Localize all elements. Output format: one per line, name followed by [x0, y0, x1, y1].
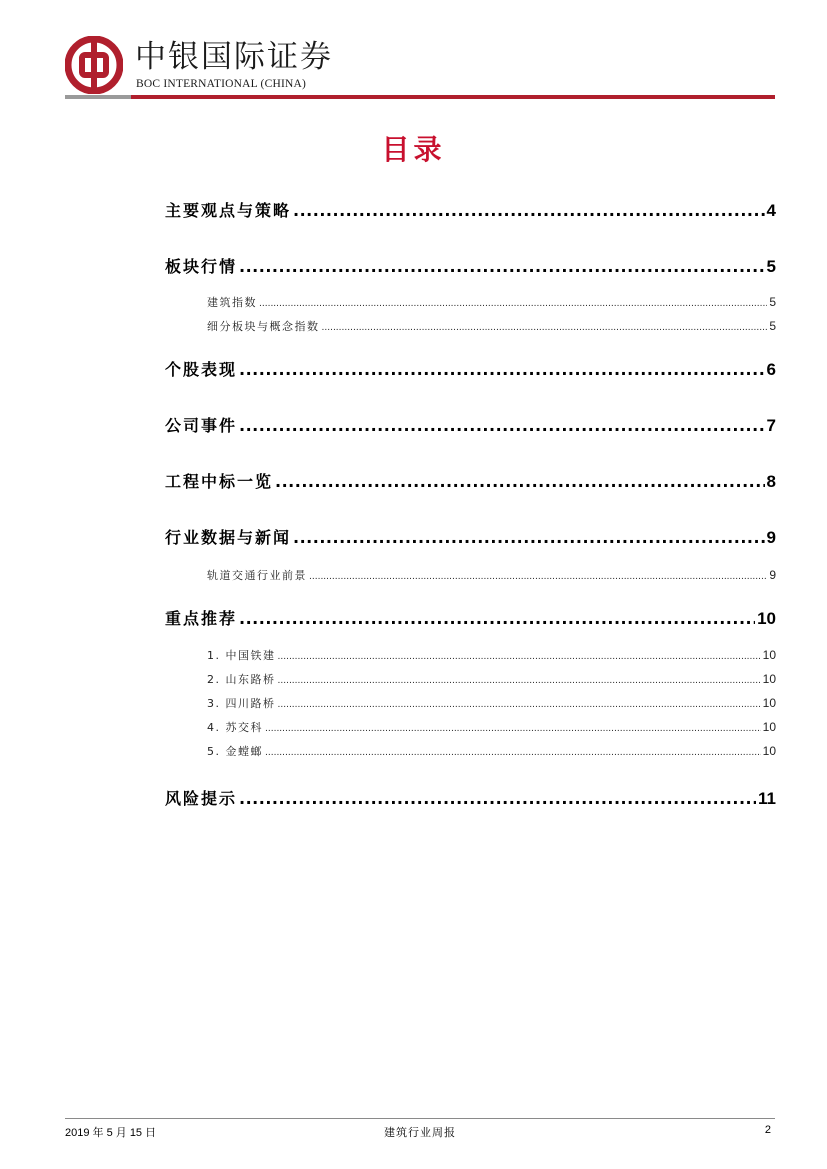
toc-entry-company-events[interactable] — [165, 413, 776, 435]
toc-entry-project-bids[interactable] — [165, 469, 776, 491]
toc-entry-label: 5. 金螳螂 — [207, 745, 263, 758]
toc-entry-label: 3. 四川路桥 — [207, 697, 276, 710]
toc-entry-recommendation-2[interactable] — [207, 671, 776, 687]
toc-entry-label: 风险提示 — [165, 789, 238, 808]
toc-entry-page: 10 — [762, 648, 776, 662]
toc-entry-label: 2. 山东路桥 — [207, 673, 276, 686]
dot-leader — [278, 676, 761, 686]
toc-entry-page: 10 — [762, 720, 776, 734]
toc-entry-page: 11 — [758, 789, 776, 808]
toc-entry-rail-transit-outlook[interactable] — [207, 567, 776, 583]
header-rule-grey — [65, 95, 131, 99]
toc-entry-page: 10 — [762, 672, 776, 686]
toc-entry-page: 9 — [769, 568, 776, 582]
dot-leader — [239, 789, 756, 808]
dot-leader — [293, 528, 765, 547]
dot-leader — [265, 748, 761, 758]
footer-rule — [65, 1118, 775, 1119]
toc-entry-page: 7 — [766, 416, 776, 435]
dot-leader — [278, 700, 761, 710]
toc-entry-recommendation-3[interactable] — [207, 695, 776, 711]
toc-entry-key-recommendations[interactable] — [165, 606, 776, 628]
toc-entry-label: 工程中标一览 — [165, 472, 274, 491]
toc-entry-label: 建筑指数 — [207, 296, 257, 309]
toc-entry-page: 9 — [766, 528, 776, 547]
toc-entry-sector-market[interactable] — [165, 254, 776, 276]
dot-leader — [239, 609, 755, 628]
toc-entry-page: 6 — [766, 360, 776, 379]
dot-leader — [239, 416, 765, 435]
footer-report-name: 建筑行业周报 — [384, 1126, 456, 1139]
dot-leader — [278, 652, 761, 662]
toc-entry-label: 4. 苏交科 — [207, 721, 263, 734]
toc-entry-label: 个股表现 — [165, 360, 238, 379]
toc-entry-construction-index[interactable] — [207, 294, 776, 310]
toc-entry-risk-warning[interactable] — [165, 786, 776, 808]
dot-leader — [239, 257, 765, 276]
toc-entry-label: 公司事件 — [165, 416, 238, 435]
dot-leader — [293, 201, 765, 220]
toc-entry-label: 细分板块与概念指数 — [207, 320, 320, 333]
toc-entry-sub-sector-index[interactable] — [207, 318, 776, 334]
toc-entry-page: 10 — [762, 696, 776, 710]
brand-name-english: BOC INTERNATIONAL (CHINA) — [136, 78, 307, 90]
toc-entry-page: 8 — [766, 472, 776, 491]
dot-leader — [239, 360, 765, 379]
toc-entry-main-views[interactable] — [165, 198, 776, 220]
toc-entry-page: 5 — [769, 295, 776, 309]
toc-entry-page: 10 — [757, 609, 776, 628]
toc-entry-industry-data-news[interactable] — [165, 525, 776, 547]
footer-page-number: 2 — [764, 1124, 771, 1136]
toc-entry-label: 主要观点与策略 — [165, 201, 292, 220]
toc-entry-label: 重点推荐 — [165, 609, 238, 628]
dot-leader — [322, 323, 768, 333]
brand-name-chinese: 中银国际证券 — [135, 39, 333, 75]
report-header — [65, 34, 775, 104]
toc-entry-label: 轨道交通行业前景 — [207, 569, 307, 582]
dot-leader — [265, 724, 761, 734]
toc-entry-recommendation-5[interactable] — [207, 743, 776, 759]
dot-leader — [259, 299, 767, 309]
toc-entry-label: 行业数据与新闻 — [165, 528, 292, 547]
dot-leader — [275, 472, 765, 491]
boc-logo-icon — [65, 36, 123, 94]
footer-date: 2019 年 5 月 15 日 — [65, 1127, 157, 1139]
toc-title: 目录 — [381, 133, 446, 166]
toc-entry-label: 1. 中国铁建 — [207, 649, 276, 662]
toc-entry-recommendation-4[interactable] — [207, 719, 776, 735]
toc-entry-label: 板块行情 — [165, 257, 238, 276]
dot-leader — [309, 572, 767, 582]
header-rule-red — [131, 95, 775, 99]
toc-entry-stock-performance[interactable] — [165, 357, 776, 379]
toc-entry-page: 5 — [766, 257, 776, 276]
toc-entry-page: 5 — [769, 319, 776, 333]
toc-entry-page: 4 — [766, 201, 776, 220]
toc-entry-recommendation-1[interactable] — [207, 647, 776, 663]
toc-entry-page: 10 — [762, 744, 776, 758]
